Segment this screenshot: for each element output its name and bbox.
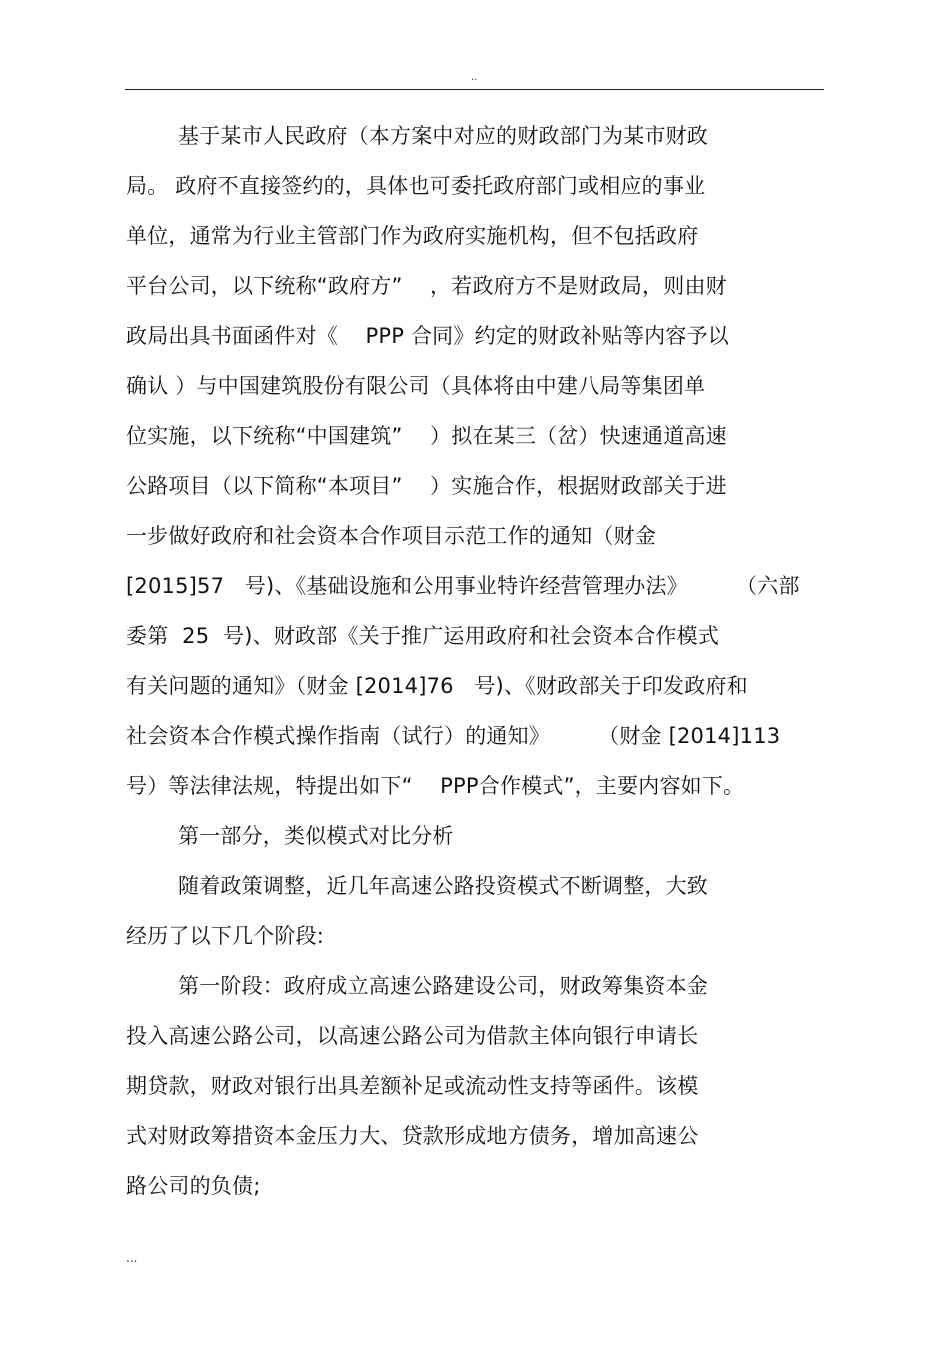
text-line: 基于某市人民政府（本方案中对应的财政部门为某市财政	[178, 124, 708, 148]
page-footer-mark: ...	[126, 1251, 138, 1265]
text-line: 公路项目（以下简称“本项目” ）实施合作，根据财政部关于进	[126, 474, 727, 498]
text-line: 位实施，以下统称“中国建筑” ）拟在某三（岔）快速通道高速	[126, 424, 727, 448]
text-line: 社会资本合作模式操作指南（试行）的通知》 （财金 [2014]113	[126, 724, 781, 748]
text-line: [2015]57 号)、《基础设施和公用事业特许经营管理办法》 （六部	[126, 574, 800, 598]
text-line: 一步做好政府和社会资本合作项目示范工作的通知（财金	[126, 524, 656, 548]
text-line: 期贷款，财政对银行出具差额补足或流动性支持等函件。该模	[126, 1074, 699, 1098]
text-line: 路公司的负债;	[126, 1174, 261, 1198]
text-line: 单位，通常为行业主管部门作为政府实施机构，但不包括政府	[126, 224, 699, 248]
text-line: 式对财政筹措资本金压力大、贷款形成地方债务，增加高速公	[126, 1124, 699, 1148]
section-heading: 第一部分，类似模式对比分析	[178, 824, 454, 848]
page-header-mark: ..	[471, 72, 478, 83]
text-line: 有关问题的通知》（财金 [2014]76 号)、《财政部关于印发政府和	[126, 674, 748, 698]
header-divider	[125, 89, 824, 90]
text-line: 平台公司，以下统称“政府方” ，若政府方不是财政局，则由财	[126, 274, 727, 298]
text-line: 经历了以下几个阶段:	[126, 924, 325, 948]
text-line: 第一阶段：政府成立高速公路建设公司，财政筹集资本金	[178, 974, 708, 998]
text-line: 投入高速公路公司，以高速公路公司为借款主体向银行申请长	[126, 1024, 699, 1048]
text-line: 确认 ）与中国建筑股份有限公司（具体将由中建八局等集团单	[126, 374, 706, 398]
text-line: 委第 25 号)、财政部《关于推广运用政府和社会资本合作模式	[126, 624, 720, 648]
text-line: 政局出具书面函件对《 PPP 合同》约定的财政补贴等内容予以	[126, 324, 729, 348]
text-line: 号）等法律法规，特提出如下“ PPP合作模式”，主要内容如下。	[126, 774, 745, 798]
text-line: 随着政策调整，近几年高速公路投资模式不断调整，大致	[178, 874, 708, 898]
text-line: 局。 政府不直接签约的，具体也可委托政府部门或相应的事业	[126, 174, 706, 198]
